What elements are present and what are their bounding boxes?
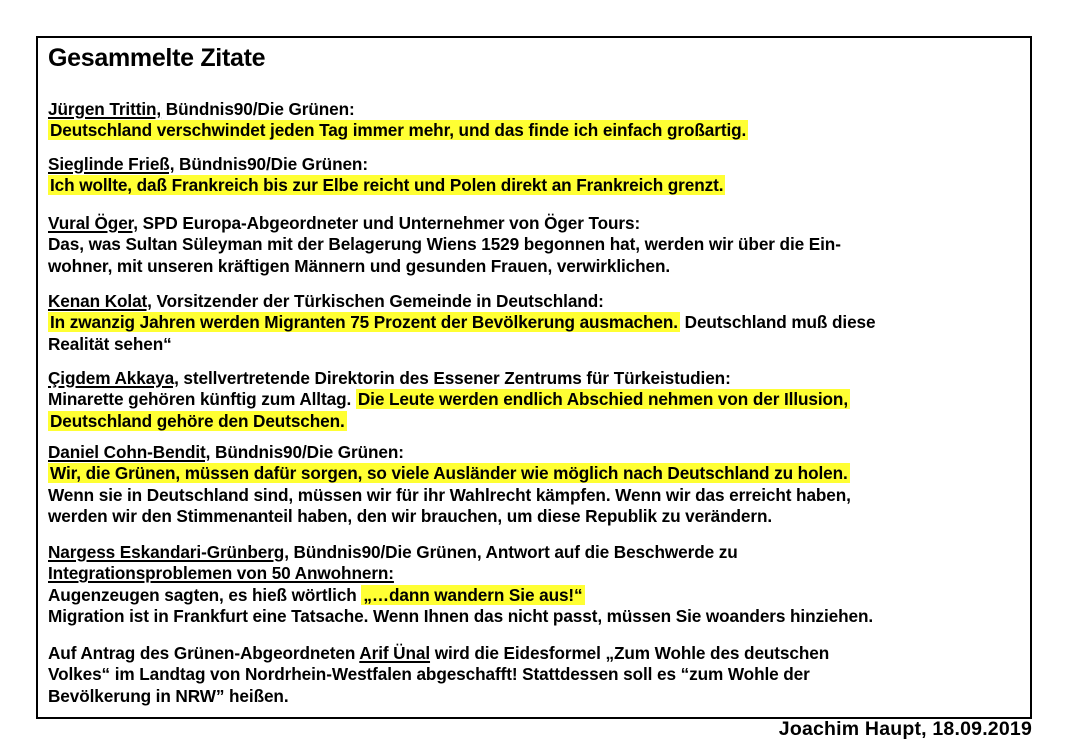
quote-role: Bündnis90/Die Grünen: — [161, 99, 355, 119]
quote-author: Kenan Kolat, — [48, 291, 152, 311]
quote-role: Vorsitzender der Türkischen Gemeinde in Deutschland: — [151, 291, 604, 311]
quote-text-line: wohner, mit unseren kräftigen Männern und gesunden Frauen, verwirklichen. — [48, 255, 671, 276]
quote-author: Vural Öger, — [48, 213, 138, 233]
final-text-line — [48, 643, 1028, 664]
page-title: Gesammelte Zitate — [48, 44, 266, 72]
quote-author: Sieglinde Frieß, — [48, 154, 175, 174]
quote-highlight: Die Leute werden endlich Abschied nehmen von der Illusion, — [357, 389, 849, 410]
quote-text-line — [48, 389, 1028, 410]
quote-text-line — [48, 175, 1028, 196]
final-text: wird die Eidesformel „Zum Wohle des deutschen — [430, 643, 830, 663]
quote-author: Jürgen Trittin, — [48, 99, 162, 119]
quote-highlight: In zwanzig Jahren werden Migranten 75 Prozent der Bevölkerung ausmachen. — [50, 312, 678, 333]
quote-text-line: werden wir den Stimmenanteil haben, den wir brauchen, um diese Republik zu verändern. — [48, 506, 773, 527]
quote-trittin — [48, 99, 1028, 142]
quote-text-line — [48, 120, 1028, 141]
final-text-line: Volkes“ im Landtag von Nordrhein-Westfalen abgeschafft! Stattdessen soll es “zum Wohle der — [48, 664, 810, 685]
quote-header — [48, 213, 1028, 234]
quote-kolat — [48, 291, 1028, 355]
quote-text-line: Migration ist in Frankfurt eine Tatsache. Wenn Ihnen das nicht passt, müssen Sie woanders hinziehen. — [48, 606, 874, 627]
quote-role: Bündnis90/Die Grünen, Antwort auf die Beschwerde zu — [288, 542, 738, 562]
final-text-line: Bevölkerung in NRW” heißen. — [48, 685, 289, 706]
author-date-footer: Joachim Haupt, 18.09.2019 — [778, 718, 1032, 740]
quote-role: SPD Europa-Abgeordneter und Unternehmer von Öger Tours: — [137, 213, 641, 233]
quote-friess — [48, 154, 1028, 197]
quote-highlight: Deutschland verschwindet jeden Tag immer mehr, und das finde ich einfach großartig. — [50, 120, 747, 141]
quote-highlight: „…dann wandern Sie aus!“ — [363, 584, 583, 605]
final-text: Auf Antrag des Grünen-Abgeordneten — [48, 643, 360, 663]
quote-header — [48, 442, 1028, 463]
quote-highlight: Wir, die Grünen, müssen dafür sorgen, so viele Ausländer wie möglich nach Deutschland zu holen. — [50, 463, 848, 484]
quote-text-line: Wenn sie in Deutschland sind, müssen wir für ihr Wahlrecht kämpfen. Wenn wir das erreicht haben, — [48, 484, 851, 505]
quote-role: Bündnis90/Die Grünen: — [174, 154, 368, 174]
quote-header — [48, 542, 1028, 563]
final-paragraph — [48, 643, 1028, 707]
quote-text: Augenzeugen sagten, es hieß wörtlich — [48, 584, 362, 605]
quote-text: Minarette gehören künftig zum Alltag. — [48, 389, 356, 410]
quote-text: Deutschland muß diese — [679, 312, 876, 333]
quote-header — [48, 368, 1028, 389]
quote-author: Daniel Cohn-Bendit, — [48, 442, 211, 462]
quote-author: Nargess Eskandari-Grünberg, — [48, 542, 289, 562]
quote-header — [48, 99, 1028, 120]
quote-text-line — [48, 585, 1028, 606]
quote-header — [48, 154, 1028, 175]
quote-text-line: Realität sehen“ — [48, 333, 172, 354]
quote-author: Çigdem Akkaya, — [48, 368, 179, 388]
final-name: Arif Ünal — [359, 643, 431, 663]
quote-highlight: Ich wollte, daß Frankreich bis zur Elbe reicht und Polen direkt an Frankreich grenzt. — [50, 175, 724, 196]
quote-highlight: Deutschland gehöre den Deutschen. — [50, 410, 345, 431]
quote-cohn-bendit — [48, 442, 1028, 528]
quote-eskandari-gruenberg — [48, 542, 1028, 628]
quote-header — [48, 291, 1028, 312]
quote-text-line — [48, 312, 1028, 333]
quote-role-continued: Integrationsproblemen von 50 Anwohnern: — [48, 563, 394, 584]
quote-akkaya — [48, 368, 1028, 432]
quote-oeger — [48, 213, 1028, 277]
quote-text-line — [48, 463, 1028, 484]
quote-role: stellvertretende Direktorin des Essener Zentrums für Türkeistudien: — [178, 368, 731, 388]
quote-text-line: Das, was Sultan Süleyman mit der Belagerung Wiens 1529 begonnen hat, werden wir über die Ein- — [48, 234, 841, 255]
quote-role: Bündnis90/Die Grünen: — [210, 442, 404, 462]
quote-text-line — [48, 411, 1028, 432]
